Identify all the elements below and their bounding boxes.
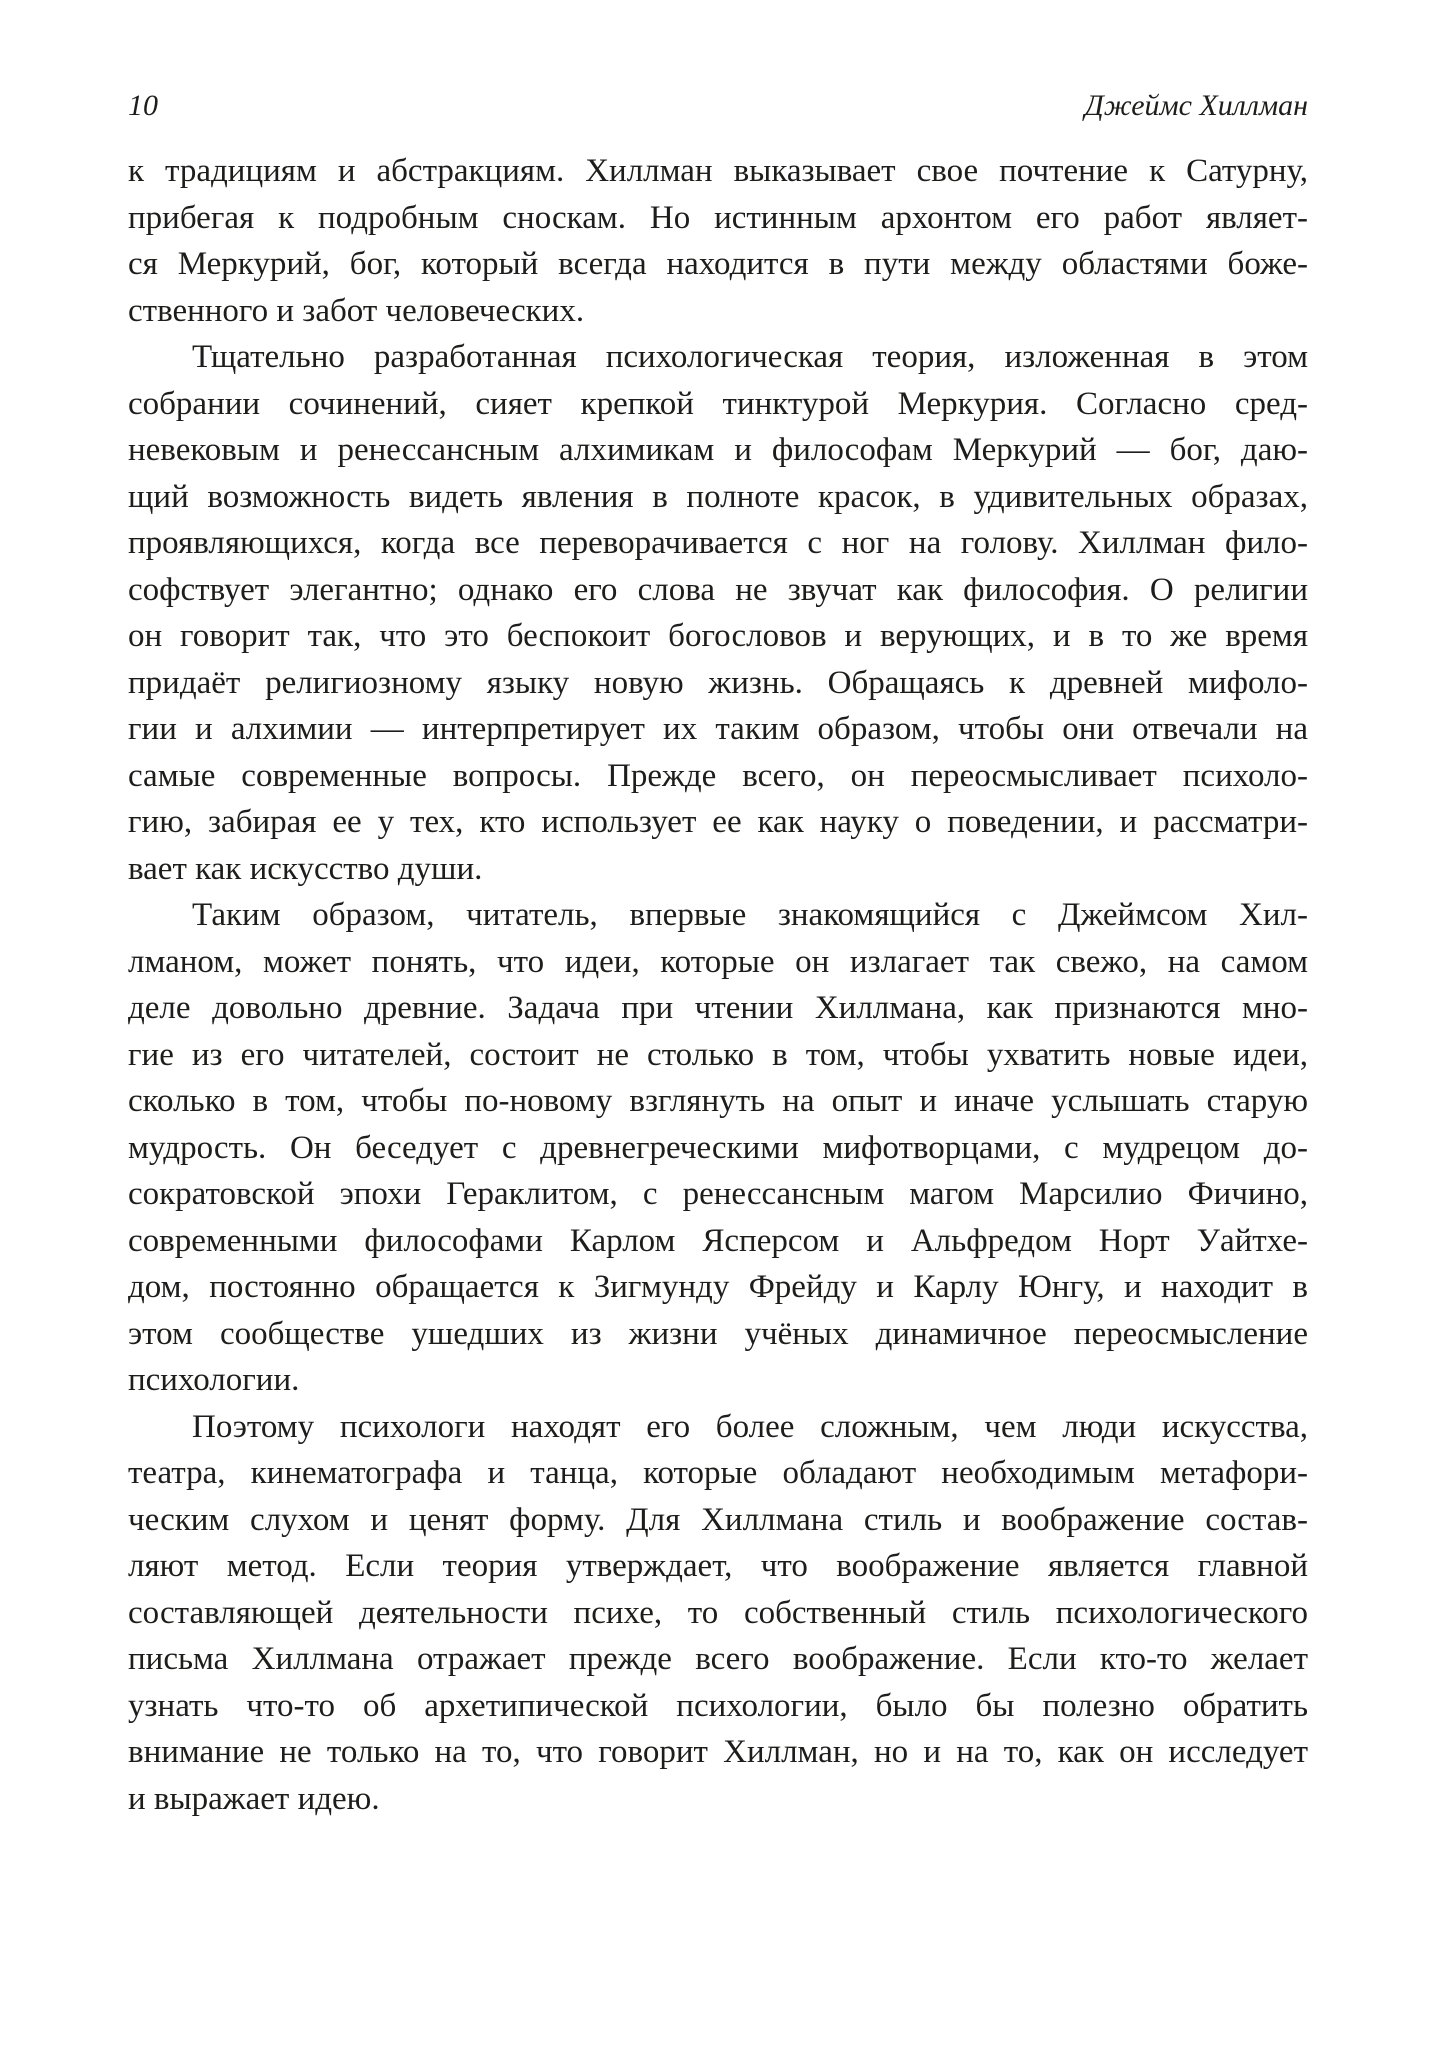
body-text bbox=[128, 148, 1308, 1822]
text-line: придаёт религиозному языку новую жизнь. Обращаясь к древней мифоло- bbox=[128, 664, 1308, 701]
running-title: Джеймс Хиллман bbox=[1084, 89, 1308, 122]
paragraph-3 bbox=[128, 892, 1308, 1404]
text-line: современными философами Карлом Ясперсом и Альфредом Норт Уайтхе- bbox=[128, 1222, 1308, 1259]
paragraph-2 bbox=[128, 334, 1308, 892]
text-line: гию, забирая ее у тех, кто использует ее как науку о поведении, и рассматри- bbox=[128, 804, 1308, 840]
text-line: Тщательно разработанная психологическая теория, изложенная в этом bbox=[192, 339, 1308, 375]
text-line: и выражает идею. bbox=[128, 1780, 380, 1817]
text-line: невековым и ренессансным алхимикам и философам Меркурий — бог, даю- bbox=[128, 432, 1308, 468]
text-line: ляют метод. Если теория утверждает, что воображение является главной bbox=[128, 1548, 1308, 1584]
text-line: Поэтому психологи находят его более сложным, чем люди искусства, bbox=[192, 1408, 1308, 1445]
text-line: прибегая к подробным сноскам. Но истинным архонтом его работ являет- bbox=[128, 199, 1308, 236]
text-line: к традициям и абстракциям. Хиллман выказывает свое почтение к Сатурну, bbox=[128, 153, 1308, 189]
text-line: Таким образом, читатель, впервые знакомящийся с Джеймсом Хил- bbox=[192, 897, 1308, 933]
text-line: ческим слухом и ценят форму. Для Хиллмана стиль и воображение состав- bbox=[128, 1501, 1308, 1538]
text-line: вает как искусство души. bbox=[128, 850, 483, 887]
text-line: дом, постоянно обращается к Зигмунду Фрейду и Карлу Юнгу, и находит в bbox=[128, 1269, 1308, 1305]
text-line: мудрость. Он беседует с древнегреческими мифотворцами, с мудрецом до- bbox=[128, 1129, 1308, 1166]
text-line: узнать что-то об архетипической психологии, было бы полезно обратить bbox=[128, 1687, 1308, 1724]
text-line: внимание не только на то, что говорит Хиллман, но и на то, как он исследует bbox=[128, 1734, 1308, 1770]
text-line: гие из его читателей, состоит не столько в том, чтобы ухватить новые идеи, bbox=[128, 1036, 1308, 1073]
text-line: составляющей деятельности психе, то собственный стиль психологического bbox=[128, 1594, 1308, 1631]
text-line: сократовской эпохи Гераклитом, с ренессансным магом Марсилио Фичино, bbox=[128, 1176, 1308, 1212]
text-line: проявляющихся, когда все переворачивается с ног на голову. Хиллман фило- bbox=[128, 525, 1308, 561]
text-line: письма Хиллмана отражает прежде всего воображение. Если кто-то желает bbox=[128, 1641, 1308, 1677]
text-line: щий возможность видеть явления в полноте красок, в удивительных образах, bbox=[128, 478, 1308, 515]
text-line: ственного и забот человеческих. bbox=[128, 292, 585, 329]
paragraph-4 bbox=[128, 1404, 1308, 1823]
text-line: ся Меркурий, бог, который всегда находится в пути между областями боже- bbox=[128, 246, 1308, 282]
text-line: театра, кинематографа и танца, которые обладают необходимым метафори- bbox=[128, 1455, 1308, 1491]
text-line: самые современные вопросы. Прежде всего, он переосмысливает психоло- bbox=[128, 757, 1308, 794]
text-line: этом сообществе ушедших из жизни учёных динамичное переосмысление bbox=[128, 1315, 1308, 1352]
page-number: 10 bbox=[128, 89, 158, 122]
text-line: деле довольно древние. Задача при чтении Хиллмана, как признаются мно- bbox=[128, 990, 1308, 1026]
text-line: софствует элегантно; однако его слова не звучат как философия. О религии bbox=[128, 571, 1308, 608]
text-line: лманом, может понять, что идеи, которые он излагает так свежо, на самом bbox=[128, 943, 1308, 980]
text-line: он говорит так, что это беспокоит богословов и верующих, и в то же время bbox=[128, 618, 1308, 654]
text-line: сколько в том, чтобы по-новому взглянуть на опыт и иначе услышать старую bbox=[128, 1083, 1308, 1119]
text-line: собрании сочинений, сияет крепкой тинктурой Меркурия. Согласно сред- bbox=[128, 385, 1308, 422]
text-line: гии и алхимии — интерпретирует их таким образом, чтобы они отвечали на bbox=[128, 711, 1308, 747]
running-header bbox=[128, 86, 1308, 126]
paragraph-1 bbox=[128, 148, 1308, 334]
text-line: психологии. bbox=[128, 1362, 300, 1398]
